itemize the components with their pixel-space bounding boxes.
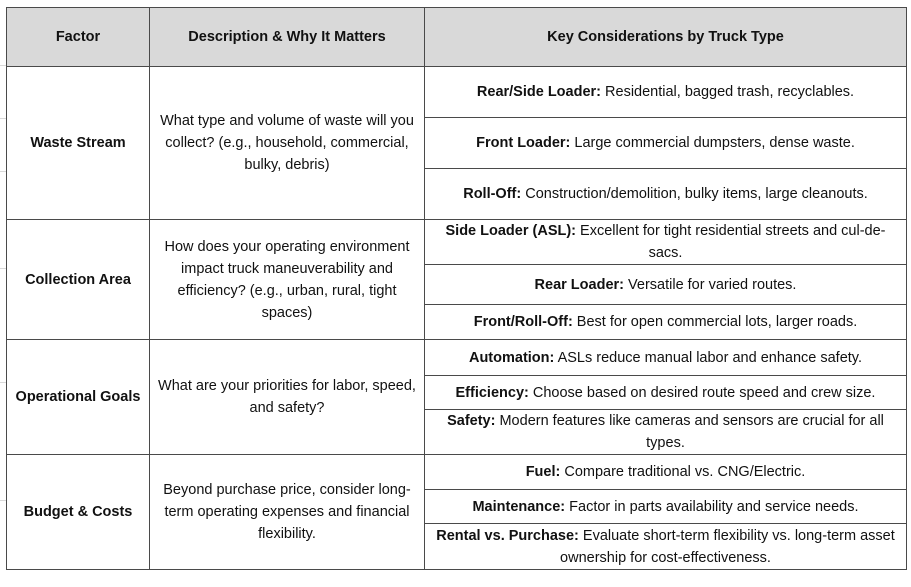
- consideration-text: Best for open commercial lots, larger roads.: [572, 314, 858, 330]
- consideration-text: Construction/demolition, bulky items, large cleanouts.: [521, 186, 868, 202]
- consideration-cell[interactable]: [425, 524, 907, 570]
- consideration-lead: Efficiency:: [455, 384, 529, 401]
- consideration-text: Versatile for varied routes.: [623, 276, 797, 293]
- consideration-text: Factor in parts availability and service needs.: [565, 498, 859, 515]
- truck-selection-table: [6, 7, 907, 570]
- description-cell[interactable]: What are your priorities for labor, speed, and safety?: [150, 340, 425, 455]
- consideration-lead: Rear Loader:: [534, 276, 624, 293]
- consideration-text: Modern features like cameras and sensors are crucial for all types.: [495, 413, 884, 451]
- table-row: [7, 340, 907, 376]
- consideration-lead: Safety:: [447, 413, 496, 429]
- consideration-lead: Roll-Off:: [463, 186, 522, 202]
- consideration-text: Choose based on desired route speed and crew size.: [528, 384, 876, 401]
- consideration-text: Residential, bagged trash, recyclables.: [601, 84, 855, 100]
- consideration-text: Evaluate short-term flexibility vs. long-term asset ownership for cost-effectiveness.: [560, 527, 895, 566]
- consideration-cell[interactable]: [425, 169, 907, 220]
- header-description[interactable]: Description & Why It Matters: [150, 8, 425, 67]
- consideration-lead: Front Loader:: [476, 135, 571, 151]
- consideration-cell[interactable]: [425, 340, 907, 376]
- consideration-cell[interactable]: [425, 455, 907, 490]
- description-cell[interactable]: What type and volume of waste will you collect? (e.g., household, commercial, bulky, debris): [150, 67, 425, 220]
- consideration-text: Compare traditional vs. CNG/Electric.: [560, 464, 806, 480]
- table-row: [7, 220, 907, 265]
- header-factor[interactable]: Factor: [7, 8, 150, 67]
- consideration-cell[interactable]: [425, 67, 907, 118]
- consideration-cell[interactable]: [425, 410, 907, 455]
- consideration-cell[interactable]: [425, 305, 907, 340]
- header-considerations[interactable]: Key Considerations by Truck Type: [425, 8, 907, 67]
- consideration-lead: Maintenance:: [472, 498, 566, 515]
- table-row: [7, 67, 907, 118]
- consideration-lead: Rental vs. Purchase:: [436, 527, 579, 544]
- consideration-text: ASLs reduce manual labor and enhance safety.: [554, 349, 863, 366]
- consideration-cell[interactable]: [425, 118, 907, 169]
- consideration-lead: Front/Roll-Off:: [473, 314, 573, 330]
- consideration-lead: Side Loader (ASL):: [445, 223, 577, 239]
- consideration-text: Large commercial dumpsters, dense waste.: [570, 135, 855, 151]
- consideration-lead: Fuel:: [525, 464, 561, 480]
- factor-cell[interactable]: Collection Area: [7, 220, 150, 340]
- header-row: [7, 8, 907, 67]
- consideration-cell[interactable]: [425, 265, 907, 305]
- description-cell[interactable]: Beyond purchase price, consider long-term operating expenses and financial flexibility.: [150, 455, 425, 570]
- consideration-lead: Automation:: [468, 349, 555, 366]
- consideration-cell[interactable]: [425, 220, 907, 265]
- consideration-lead: Rear/Side Loader:: [476, 84, 601, 100]
- factor-cell[interactable]: Budget & Costs: [7, 455, 150, 570]
- description-cell[interactable]: How does your operating environment impact truck maneuverability and efficiency? (e.g., urban, rural, tight spaces): [150, 220, 425, 340]
- consideration-cell[interactable]: [425, 490, 907, 524]
- factor-cell[interactable]: Waste Stream: [7, 67, 150, 220]
- table-row: [7, 455, 907, 490]
- consideration-text: Excellent for tight residential streets and cul-de-sacs.: [576, 223, 886, 261]
- consideration-cell[interactable]: [425, 376, 907, 410]
- factor-cell[interactable]: Operational Goals: [7, 340, 150, 455]
